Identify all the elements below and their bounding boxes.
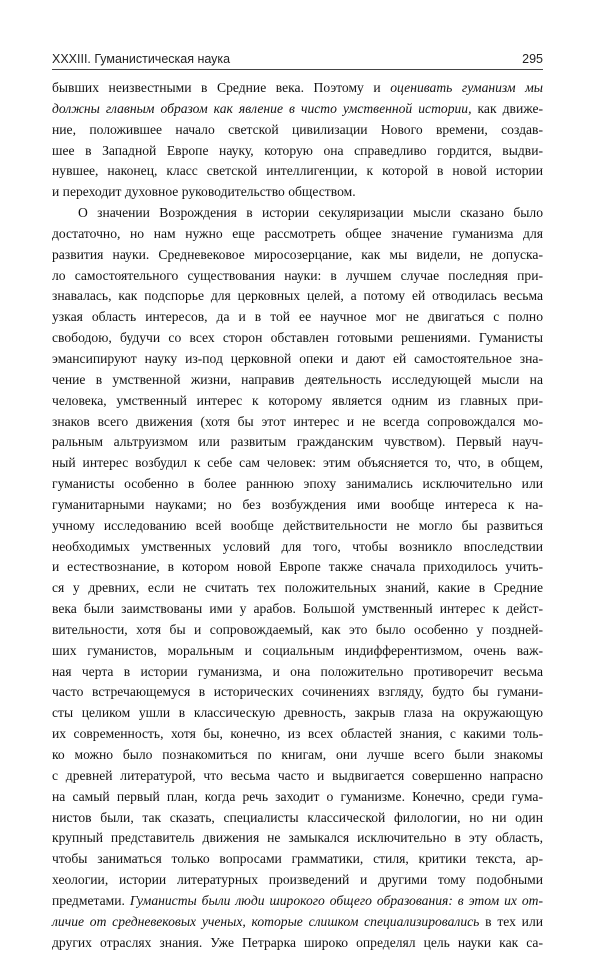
- text-segment: свободою, будучи со всех сторон обставлен готовыми решениями. Гуманисты: [52, 330, 543, 346]
- text-segment: ло самостоятельного существования науки: в лучшем случае последняя при-: [52, 267, 543, 283]
- running-title: XXXIII. Гуманистическая наука: [52, 52, 231, 66]
- text-line: [52, 808, 543, 829]
- text-line: [52, 599, 543, 620]
- text-segment: на самый первый план, когда речь заходит о гуманизме. Конечно, среди гума-: [52, 788, 543, 804]
- text-line: [52, 828, 543, 849]
- text-segment: ся у древних, если не считать тех положительных знаний, какие в Средние: [52, 580, 543, 596]
- body-text: [52, 78, 543, 953]
- text-line: [52, 245, 543, 266]
- text-segment: ральным альтруизмом или развитым гражданским чувством). Первый науч-: [52, 434, 543, 450]
- text-line: [52, 328, 543, 349]
- header-rule: [52, 69, 543, 70]
- text-line: [52, 182, 543, 203]
- text-segment: необходимых умственных условий для того, чтобы возникло впоследствии: [52, 538, 543, 554]
- text-line: [52, 99, 543, 120]
- text-line: [52, 662, 543, 683]
- text-segment: ние, положившее начало светской цивилизации Нового времени, создав-: [52, 121, 543, 137]
- text-line: [52, 745, 543, 766]
- text-segment: в тех или: [479, 913, 543, 929]
- text-segment: гуманитарными науками; но без возбуждения ими вообще интереса к на-: [52, 496, 543, 512]
- text-line: [52, 849, 543, 870]
- text-line: [52, 370, 543, 391]
- text-segment: эмансипируют науку из-под церковной опеки и дают ей самостоятельное зна-: [52, 350, 543, 366]
- text-segment: с древней литературой, что весьма часто и выдвигается совершенно напрасно: [52, 767, 543, 783]
- text-segment: чение в умственной жизни, направив деятельность исследующей мысли на: [52, 371, 543, 387]
- text-line: [52, 495, 543, 516]
- text-line: [52, 703, 543, 724]
- text-segment: ших гуманистов, моральным и социальным индифферентизмом, очень важ-: [52, 642, 543, 658]
- running-head: [52, 48, 543, 68]
- text-segment: О значении Возрождения в истории секуляризации мысли сказано было: [78, 205, 543, 221]
- text-line: [52, 78, 543, 99]
- text-segment: вительности, хотя бы и сопровождаемый, как это было особенно у поздней-: [52, 621, 543, 637]
- text-line: [52, 933, 543, 953]
- text-segment: знавалась, как подспорье для церковных целей, а потому ей отводилась весьма: [52, 288, 543, 304]
- text-line: [52, 787, 543, 808]
- page-number: 295: [522, 52, 543, 66]
- text-segment: ный интерес возбудил к себе сам человек: этим объясняется то, что, в общем,: [52, 455, 543, 471]
- text-segment: их современность, хотя бы, конечно, из всех областей знания, с какими толь-: [52, 726, 543, 742]
- text-segment: сты целиком ушли в классическую древность, закрыв глаза на окружающую: [52, 705, 543, 721]
- text-line: [52, 286, 543, 307]
- text-segment: гуманисты особенно в более раннюю эпоху занимались исключительно или: [52, 476, 543, 492]
- text-line: [52, 724, 543, 745]
- text-line: [52, 432, 543, 453]
- italic-text: должны главным образом как явление в чисто умственной истории,: [52, 100, 472, 116]
- text-line: [52, 349, 543, 370]
- text-line: [52, 203, 543, 224]
- text-line: [52, 120, 543, 141]
- text-segment: и естествознание, в котором новой Европе также сначала приходилось учить-: [52, 559, 543, 575]
- text-segment: развития науки. Средневековое миросозерцание, как мы видели, не допуска-: [52, 246, 543, 262]
- text-line: [52, 141, 543, 162]
- text-segment: узкая область интересов, да и в той ее научное мог не двигаться с полно: [52, 309, 543, 325]
- text-segment: крупный представитель движения не замыкался исключительно в эту область,: [52, 830, 543, 846]
- italic-text: личие от средневековых ученых, которые слишком специализировались: [52, 913, 480, 929]
- text-line: [52, 307, 543, 328]
- text-line: [52, 412, 543, 433]
- text-line: [52, 620, 543, 641]
- text-line: [52, 870, 543, 891]
- text-line: [52, 682, 543, 703]
- text-segment: ко можно было познакомиться по книгам, они лучше всего были знакомы: [52, 747, 543, 762]
- text-segment: учному исследованию всей вообще действительности не могло бы развиться: [52, 517, 543, 533]
- text-segment: знаков всего движения (хотя бы этот интерес и не всегда сопровождался мо-: [52, 413, 543, 429]
- text-line: [52, 537, 543, 558]
- text-segment: нистов были, так сказать, специалисты классической филологии, но ни один: [52, 809, 543, 825]
- text-line: [52, 578, 543, 599]
- text-segment: ная черта в истории гуманизма, и она положительно противоречит весьма: [52, 663, 543, 679]
- text-segment: человека, умственный интерес к которому является одним из главных при-: [52, 392, 543, 408]
- text-line: [52, 161, 543, 182]
- text-segment: предметами.: [52, 892, 130, 908]
- text-segment: как движе-: [471, 100, 544, 116]
- text-line: [52, 516, 543, 537]
- text-line: [52, 891, 543, 912]
- text-line: [52, 391, 543, 412]
- text-segment: достаточно, но нам нужно еще рассмотреть общее значение гуманизма для: [52, 225, 543, 241]
- italic-text: оценивать гуманизм мы: [390, 80, 543, 95]
- text-segment: века были заимствованы ими у арабов. Большой умственный интерес к дейст-: [52, 601, 543, 617]
- text-segment: часто встречающемуся в исторических сочинениях взгляду, будто бы гумани-: [52, 684, 543, 700]
- text-segment: бывших неизвестными в Средние века. Поэтому и: [52, 80, 391, 95]
- text-line: [52, 766, 543, 787]
- text-line: [52, 641, 543, 662]
- text-segment: чтобы заниматься только вопросами грамматики, стиля, критики текста, ар-: [52, 851, 543, 867]
- text-segment: хеологии, истории литературных произведений и другими тому подобными: [52, 872, 543, 888]
- text-line: [52, 912, 543, 933]
- text-line: [52, 266, 543, 287]
- text-line: [52, 224, 543, 245]
- italic-text: Гуманисты были люди широкого общего образования: в этом их от-: [129, 892, 544, 908]
- text-line: [52, 474, 543, 495]
- text-segment: других отраслях знания. Уже Петрарка широко определял цель науки как са-: [52, 934, 543, 950]
- text-segment: шее в Западной Европе науку, которую она справедливо гордится, выдви-: [52, 142, 543, 158]
- text-line: [52, 557, 543, 578]
- text-segment: нувшее, наконец, класс светской интеллигенции, к которой в новой истории: [52, 163, 543, 179]
- text-line: [52, 453, 543, 474]
- text-segment: и переходит духовное руководительство обществом.: [52, 184, 356, 200]
